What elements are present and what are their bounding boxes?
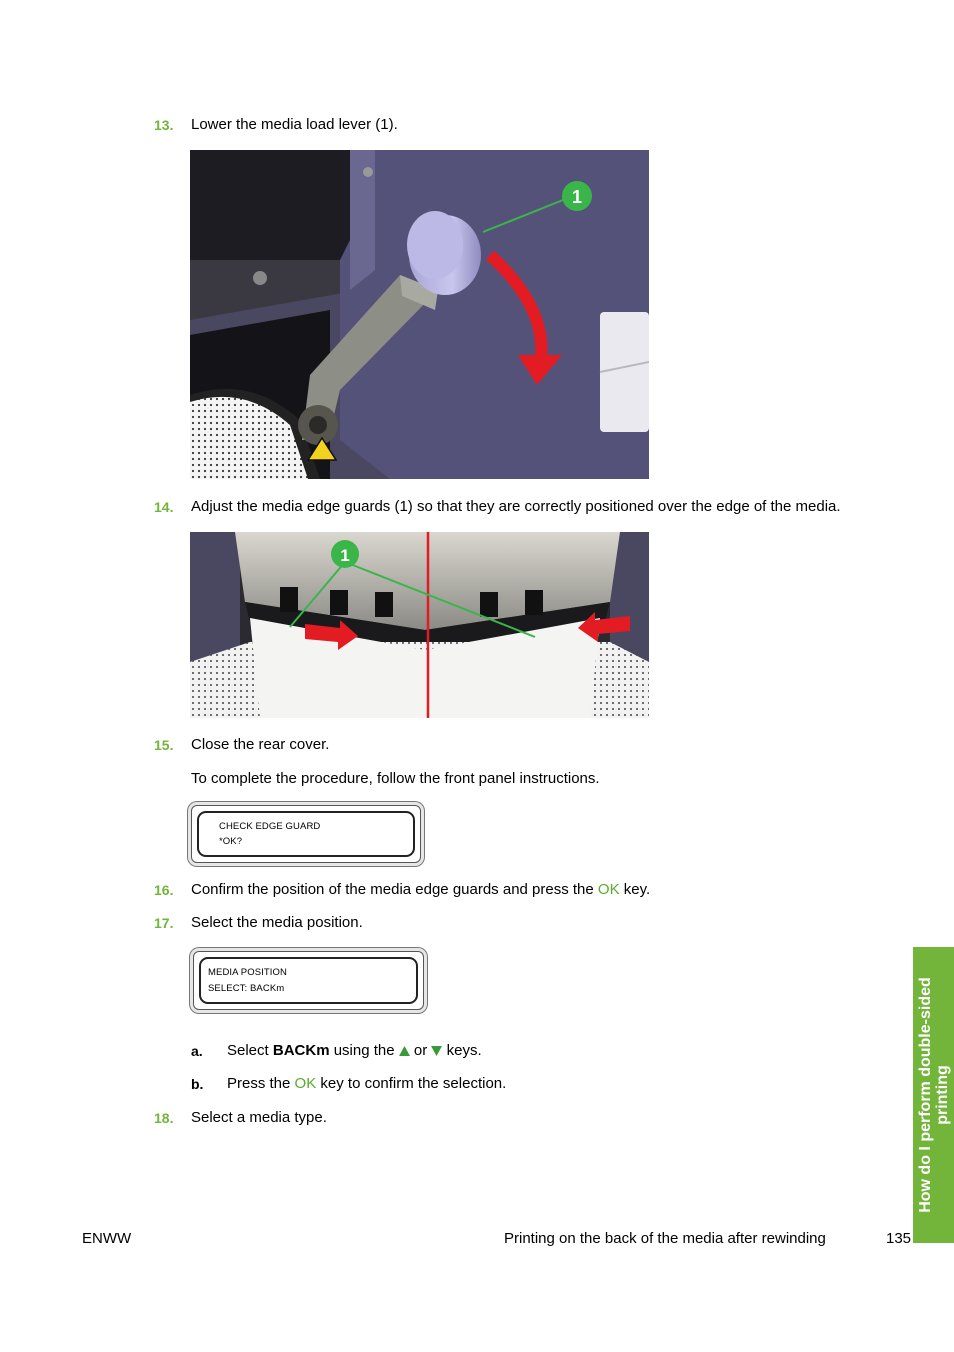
substep-a-or: or [409, 1042, 432, 1059]
substep-b-letter: b. [191, 1076, 204, 1092]
step-16-number: 16. [154, 882, 174, 898]
footer-left: ENWW [82, 1230, 132, 1247]
footer-section-title: Printing on the back of the media after rewinding [504, 1230, 826, 1247]
substep-a-text [227, 1042, 482, 1059]
step-15-text: Close the rear cover. [191, 736, 330, 753]
front-panel-display-media-position [193, 951, 424, 1010]
up-arrow-key-icon [399, 1046, 410, 1056]
substep-a-middle: using the [329, 1042, 399, 1059]
step-16-text [191, 881, 650, 898]
display-screen [199, 957, 418, 1004]
step-15-note: To complete the procedure, follow the front panel instructions. [191, 770, 600, 787]
step-14-number: 14. [154, 499, 174, 515]
display-line-2: *OK? [219, 836, 243, 847]
step-15-number: 15. [154, 737, 174, 753]
edge-guards-photo [190, 532, 649, 718]
substep-b-before: Press the [227, 1075, 295, 1092]
callout-number: 1 [340, 546, 350, 565]
ok-key-label: OK [294, 1075, 317, 1092]
step-17-number: 17. [154, 915, 174, 931]
step-18-number: 18. [154, 1110, 174, 1126]
step-17-text: Select the media position. [191, 914, 363, 931]
substep-a-letter: a. [191, 1043, 203, 1059]
media-load-lever-photo [190, 150, 649, 479]
backm-option: BACKm [272, 1042, 330, 1059]
display-line-1: CHECK EDGE GUARD [219, 821, 321, 832]
step-16-text-after: key. [619, 881, 651, 898]
chapter-tab-line-2: printing [933, 1065, 951, 1125]
display-line-1: MEDIA POSITION [208, 967, 287, 978]
substep-a-before: Select [227, 1042, 273, 1059]
page-number: 135 [886, 1230, 912, 1247]
step-13-number: 13. [154, 117, 174, 133]
callout-number: 1 [571, 187, 583, 207]
step-14-text: Adjust the media edge guards (1) so that they are correctly positioned over the edge of the media. [191, 498, 841, 515]
chapter-tab-line-1: How do I perform double-sided [916, 977, 934, 1213]
substep-b-after: key to confirm the selection. [316, 1075, 507, 1092]
step-18-text: Select a media type. [191, 1109, 327, 1126]
substep-a-after: keys. [442, 1042, 482, 1059]
front-panel-display-check-edge-guard [191, 805, 421, 863]
substep-b-text [227, 1075, 506, 1092]
step-13-text: Lower the media load lever (1). [191, 116, 398, 133]
chapter-tab-label [917, 947, 951, 1243]
display-line-2: SELECT: BACKm [208, 983, 285, 994]
display-screen [197, 811, 415, 857]
ok-key-label: OK [597, 881, 620, 898]
chapter-side-tab [913, 947, 954, 1243]
down-arrow-key-icon [431, 1046, 442, 1056]
step-16-text-before: Confirm the position of the media edge guards and press the [191, 881, 598, 898]
